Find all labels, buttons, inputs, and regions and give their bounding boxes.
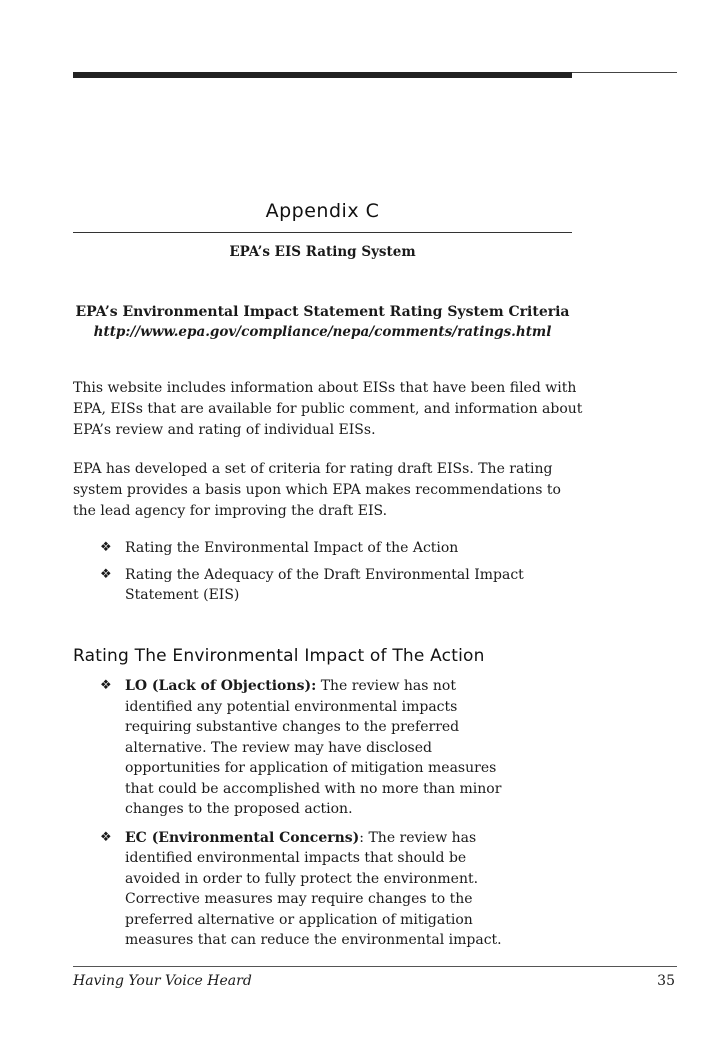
rating-term: EC (Environmental Concerns) <box>125 829 360 846</box>
list-item-text: Rating the Environmental Impact of the Action <box>125 540 459 556</box>
header-thin-rule <box>572 72 677 73</box>
rating-term: LO (Lack of Objections): <box>125 678 317 694</box>
criteria-title: EPA’s Environmental Impact Statement Rating System Criteria <box>75 304 570 320</box>
intro-bullet-list <box>100 538 540 612</box>
appendix-title: Appendix C <box>265 200 380 222</box>
criteria-url: http://www.epa.gov/compliance/nepa/comments/ratings.html <box>93 324 552 340</box>
diamond-bullet-icon: ❖ <box>100 540 112 555</box>
title-rule <box>73 232 572 233</box>
page-subtitle: EPA’s EIS Rating System <box>229 244 416 260</box>
list-item <box>100 565 540 606</box>
diamond-bullet-icon: ❖ <box>100 566 112 582</box>
paragraph-criteria: EPA has developed a set of criteria for rating draft EISs. The rating system provides a basis upon which EPA makes recommendations to the lead agency for improving the draft EIS. <box>73 461 561 519</box>
rating-description: : The review has identified environmental impacts that should be avoided in order to fully protect the environment. Corrective measures may require changes to the preferred alternative or application of mitigation measures that can reduce the environmental impact. <box>125 829 502 948</box>
footer-rule <box>73 966 677 967</box>
list-item <box>100 538 540 559</box>
header-thick-rule <box>73 72 572 78</box>
diamond-bullet-icon: ❖ <box>100 678 112 693</box>
list-item-text: Rating the Adequacy of the Draft Environmental Impact Statement (EIS) <box>125 566 524 603</box>
rating-description: The review has not identified any potential environmental impacts requiring substantive changes to the preferred alternative. The review may have disclosed opportunities for application of mitigation measures that could be accomplished with no more than minor changes to the proposed action. <box>125 678 502 817</box>
diamond-bullet-icon: ❖ <box>100 829 112 845</box>
rating-bullet-list <box>100 676 520 959</box>
rating-item-lo <box>100 676 520 820</box>
rating-item-ec <box>100 828 520 951</box>
section-heading: Rating The Environmental Impact of The Action <box>73 646 485 666</box>
paragraph-intro: This website includes information about EISs that have been filed with EPA, EISs that are available for public comment, and information about EPA’s review and rating of individual EISs. <box>73 380 583 438</box>
page-number: 35 <box>657 973 675 989</box>
footer-title: Having Your Voice Heard <box>73 973 252 989</box>
